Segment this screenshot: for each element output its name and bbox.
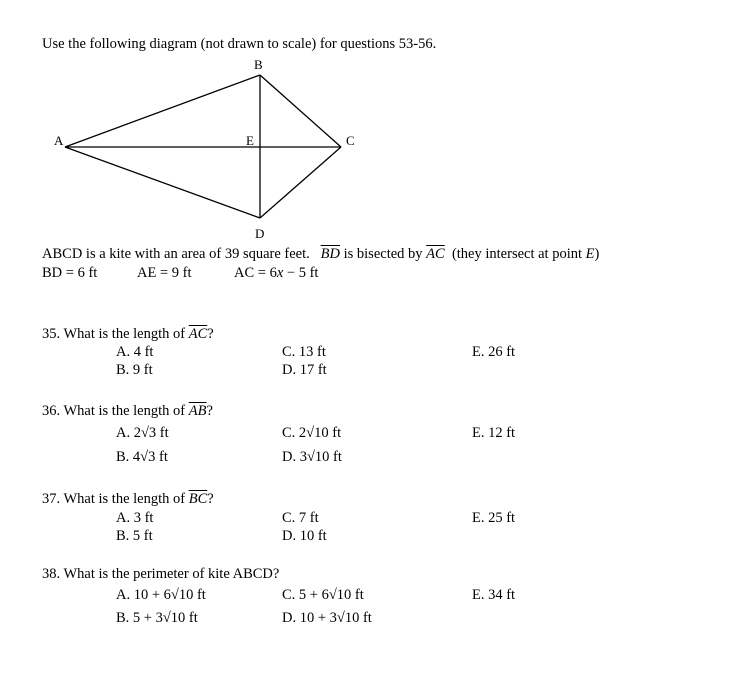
segment: $\overline{AB}$: [188, 403, 207, 419]
choice-36-a[interactable]: A. 2√3 ft: [116, 425, 169, 441]
label-a: A: [54, 133, 64, 148]
given-text: − 5 ft: [283, 265, 319, 281]
choice-37-e[interactable]: E. 25 ft: [472, 510, 516, 526]
choice-38-b[interactable]: B. 5 + 3√10 ft: [116, 610, 198, 626]
given-bd: BD = 6 ft: [42, 265, 98, 281]
choice-38-a[interactable]: A. 10 + 6√10 ft: [116, 587, 206, 603]
question-36: [42, 404, 213, 419]
choice-35-a[interactable]: A. 4 ft: [116, 344, 154, 360]
choice-38-c[interactable]: C. 5 + 6√10 ft: [282, 587, 364, 603]
given-text: AC = 6: [234, 265, 277, 281]
given-text: (they intersect at point: [451, 246, 583, 262]
question-prompt: 35. What is the length of: [42, 326, 186, 342]
choice-37-b[interactable]: B. 5 ft: [116, 528, 153, 544]
choice-37-c[interactable]: C. 7 ft: [282, 510, 319, 526]
question-35: [42, 327, 214, 342]
given-ac: [234, 266, 318, 281]
side-cd: [260, 147, 341, 218]
label-e: E: [246, 133, 254, 148]
choice-37-d[interactable]: D. 10 ft: [282, 528, 327, 544]
segment-bd: $\overline{BD}$: [320, 246, 340, 262]
question-38: [42, 567, 279, 582]
choice-38-d[interactable]: D. 10 + 3√10 ft: [282, 610, 372, 626]
given-ae: AE = 9 ft: [137, 265, 192, 281]
given-line-1: [42, 247, 599, 262]
choice-35-c[interactable]: C. 13 ft: [282, 344, 326, 360]
label-c: C: [346, 133, 355, 148]
choice-35-e[interactable]: E. 26 ft: [472, 344, 516, 360]
choice-35-b[interactable]: B. 9 ft: [116, 362, 153, 378]
question-prompt: 38. What is the perimeter of kite ABCD?: [42, 566, 280, 582]
question-prompt: 36. What is the length of: [42, 403, 186, 419]
choice-36-d[interactable]: D. 3√10 ft: [282, 449, 342, 465]
segment-ac: $\overline{AC}$: [426, 246, 445, 262]
choice-36-b[interactable]: B. 4√3 ft: [116, 449, 168, 465]
given-text: is bisected by: [343, 246, 423, 262]
point-e: E: [585, 246, 595, 262]
choice-36-e[interactable]: E. 12 ft: [472, 425, 516, 441]
side-bc: [260, 75, 341, 147]
question-mark: ?: [206, 403, 213, 419]
question-mark: ?: [207, 326, 214, 342]
choice-36-c[interactable]: C. 2√10 ft: [282, 425, 342, 441]
side-ab: [65, 75, 260, 147]
question-prompt: 37. What is the length of: [42, 491, 186, 507]
intro-text: Use the following diagram (not drawn to scale) for questions 53-56.: [42, 36, 437, 52]
side-da: [65, 147, 260, 218]
choice-38-e[interactable]: E. 34 ft: [472, 587, 516, 603]
segment: $\overline{BC}$: [188, 491, 208, 507]
label-b: B: [254, 57, 263, 72]
variable-x: x: [276, 265, 284, 281]
given-text: ABCD is a kite with an area of 39 square feet.: [42, 246, 310, 262]
choice-35-d[interactable]: D. 17 ft: [282, 362, 327, 378]
given-text: ): [594, 246, 600, 262]
question-mark: ?: [207, 491, 214, 507]
label-d: D: [255, 226, 265, 241]
question-37: [42, 492, 214, 507]
segment: $\overline{AC}$: [188, 326, 208, 342]
choice-37-a[interactable]: A. 3 ft: [116, 510, 154, 526]
